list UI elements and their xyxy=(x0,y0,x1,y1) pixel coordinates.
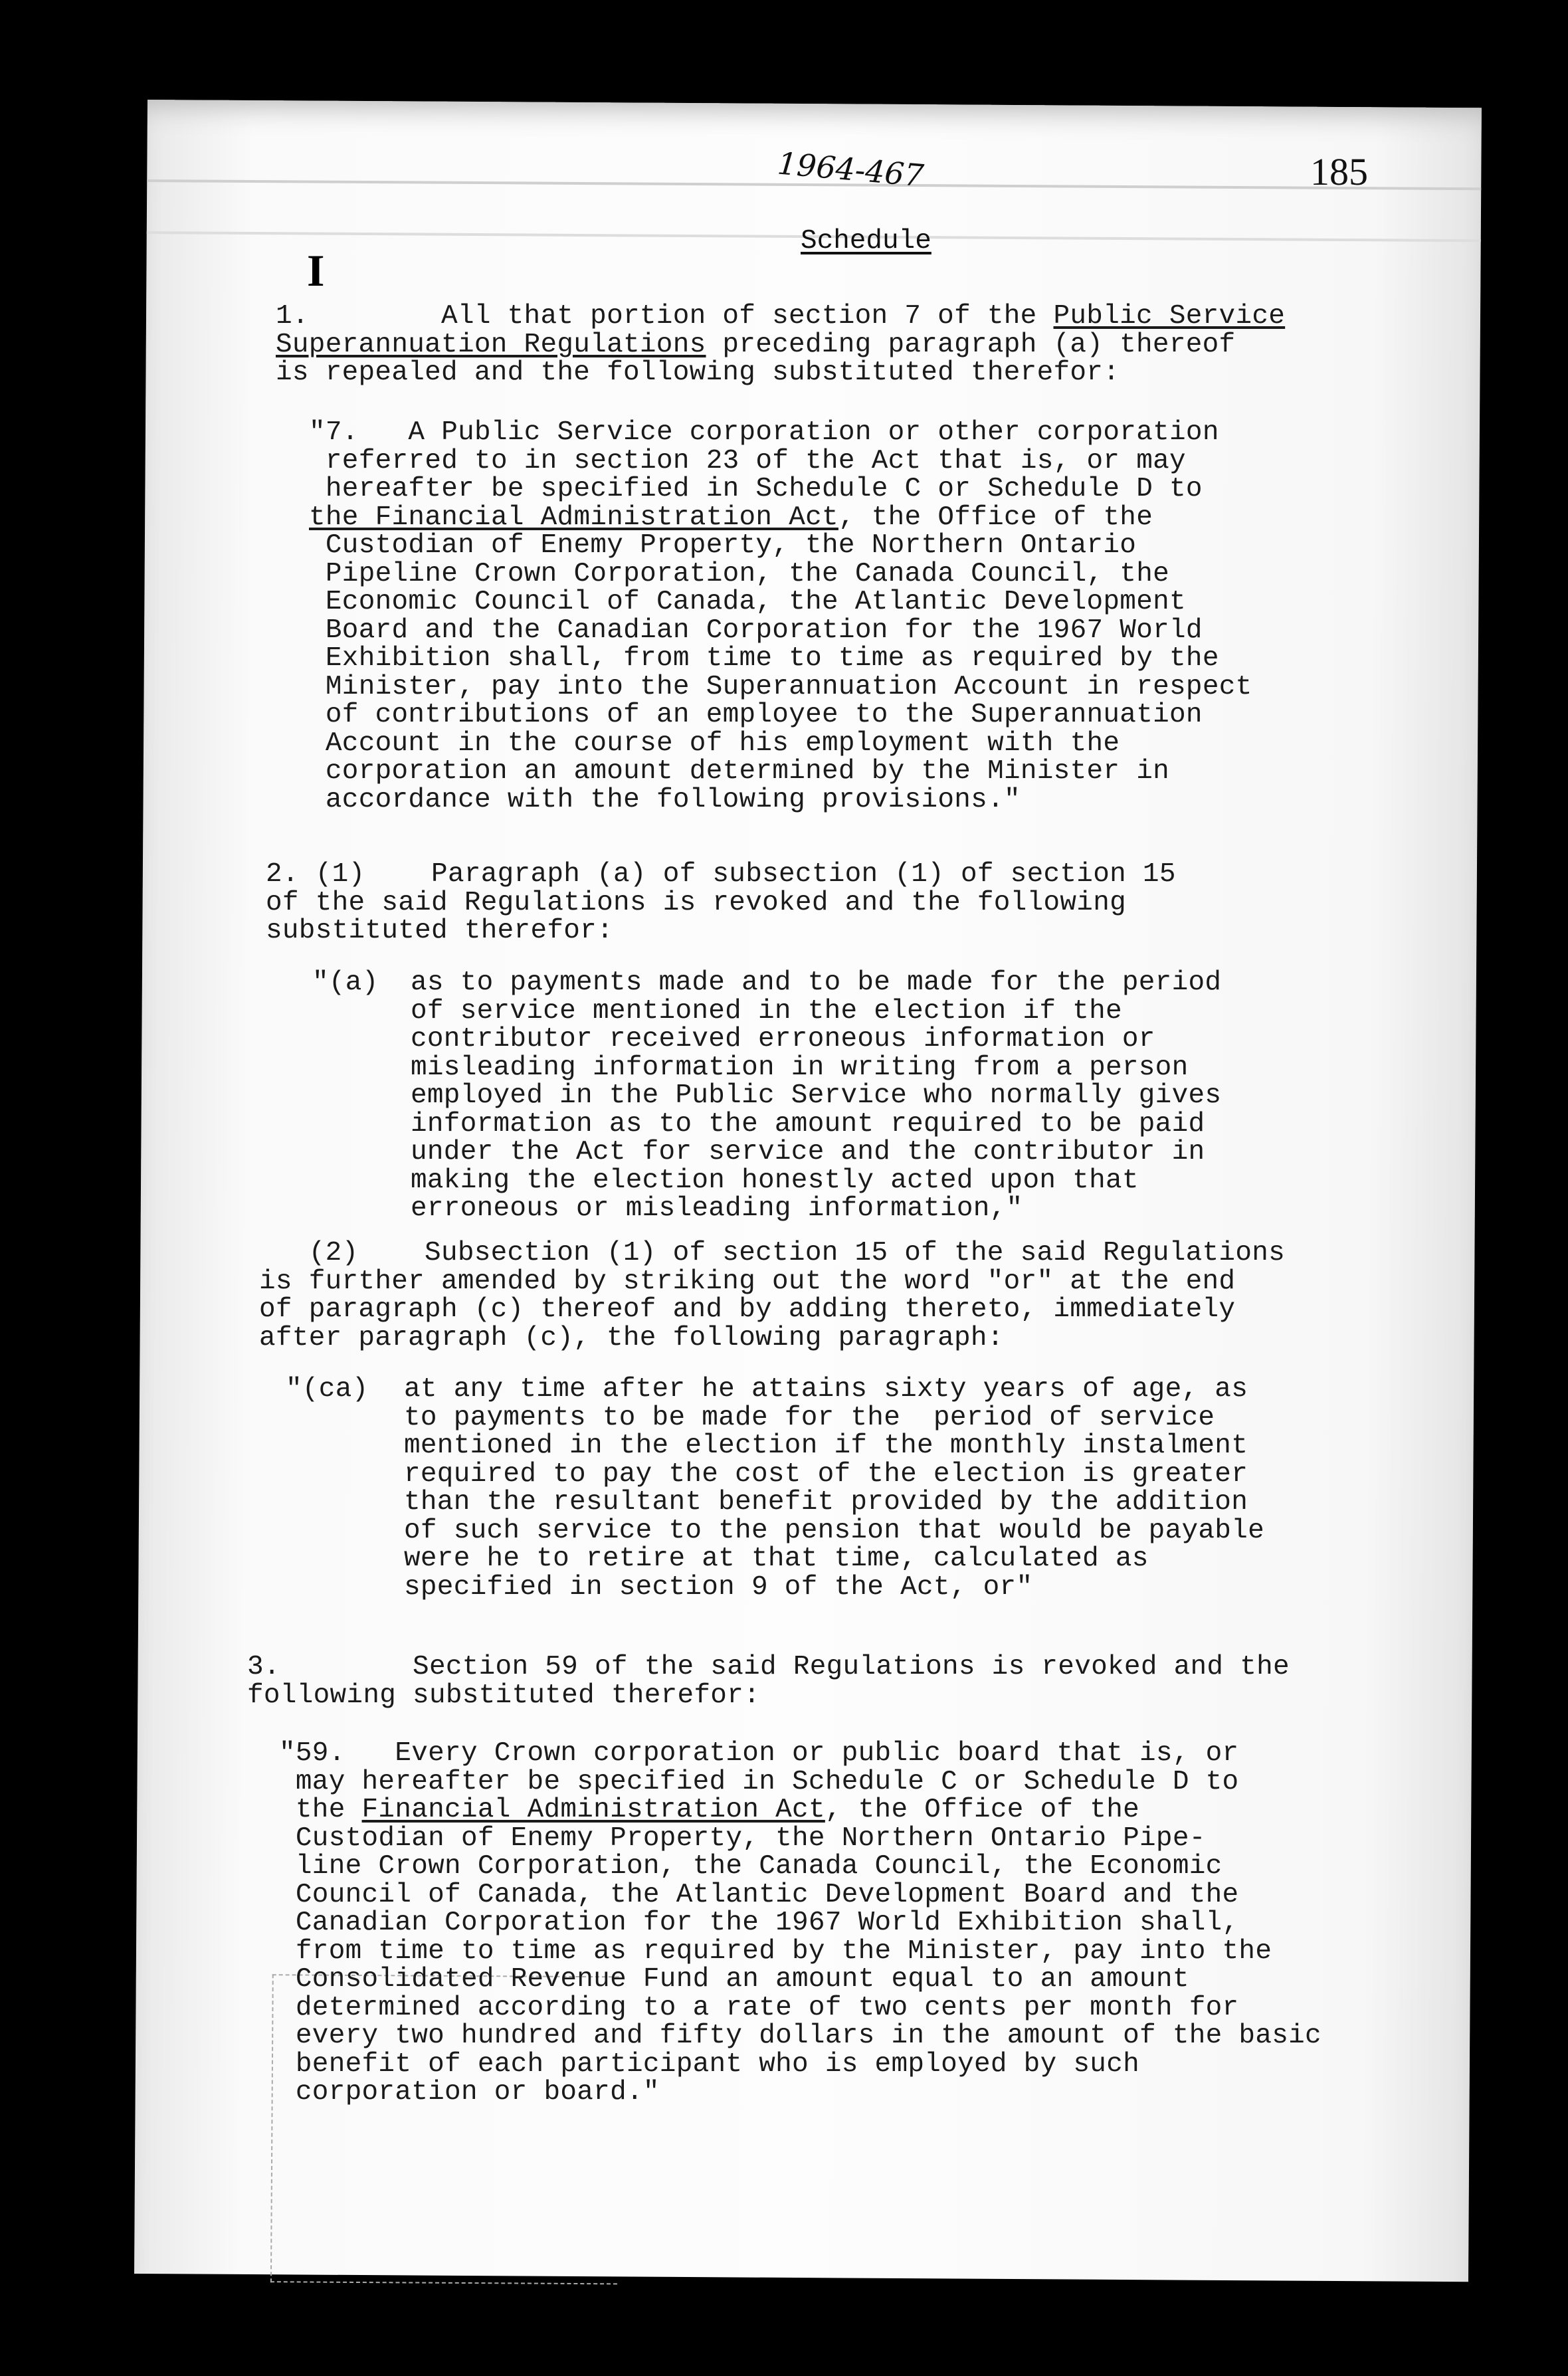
text-segment: , the Office of the xyxy=(838,502,1153,533)
text-line: following substituted therefor: xyxy=(247,1680,761,1711)
page-number: 185 xyxy=(1310,150,1368,193)
text-line: is repealed and the following substituted therefor: xyxy=(276,357,1120,388)
text-line: required to pay the cost of the election is greater xyxy=(404,1458,1248,1490)
text-line: employed in the Public Service who normally gives xyxy=(411,1080,1222,1111)
text-line: Account in the course of his employment with the xyxy=(309,728,1120,759)
text-line xyxy=(279,1796,1322,1825)
text-line: information as to the amount required to be paid xyxy=(411,1108,1205,1139)
text-segment: 1. All that portion of section 7 of the xyxy=(276,301,1054,332)
text-line: every two hundred and fifty dollars in the amount of the basic xyxy=(279,2021,1322,2051)
text-line: to payments to be made for the period of service xyxy=(404,1402,1215,1433)
text-line: is further amended by striking out the word "or" at the end xyxy=(259,1266,1236,1297)
paragraph-a xyxy=(411,969,1221,1223)
section-3 xyxy=(247,1653,1290,1710)
text-segment: the xyxy=(279,1795,362,1825)
text-line: as to payments made and to be made for the period xyxy=(411,967,1222,998)
text-line: "59. Every Crown corporation or public board that is, or xyxy=(279,1738,1239,1769)
text-line: specified in section 9 of the Act, or" xyxy=(404,1571,1033,1603)
text-line: making the election honestly acted upon that xyxy=(411,1165,1139,1196)
document-title: Schedule xyxy=(801,226,931,256)
text-line: misleading information in writing from a person xyxy=(411,1052,1189,1083)
text-line: of paragraph (c) thereof and by adding thereto, immediately xyxy=(259,1294,1236,1325)
section-2-2 xyxy=(259,1239,1285,1352)
text-line: Economic Council of Canada, the Atlantic Development xyxy=(309,587,1186,617)
text-line: determined according to a rate of two cents per month for xyxy=(279,1992,1239,2023)
text-line: after paragraph (c), the following paragraph: xyxy=(259,1322,1004,1353)
paragraph-ca xyxy=(404,1375,1264,1601)
text-line: Custodian of Enemy Property, the Northern Ontario Pipe- xyxy=(279,1823,1206,1854)
text-line: Pipeline Crown Corporation, the Canada Council, the xyxy=(309,558,1170,589)
text-line: Canadian Corporation for the 1967 World Exhibition shall, xyxy=(279,1908,1239,1938)
paragraph-ca-label: "(ca) xyxy=(286,1374,369,1405)
text-line xyxy=(309,504,1252,532)
text-line: from time to time as required by the Minister, pay into the xyxy=(279,1935,1272,1967)
text-line xyxy=(276,331,1285,359)
text-line: Minister, pay into the Superannuation Account in respect xyxy=(309,671,1252,702)
quoted-section-7 xyxy=(309,419,1252,814)
text-line: under the Act for service and the contributor in xyxy=(411,1137,1205,1167)
text-line: (2) Subsection (1) of section 15 of the said Regulations xyxy=(259,1238,1286,1268)
text-line: of contributions of an employee to the Superannuation xyxy=(309,700,1203,730)
text-line: referred to in section 23 of the Act that is, or may xyxy=(309,445,1186,476)
text-line: were he to retire at that time, calculated as xyxy=(404,1543,1149,1574)
text-line: 3. Section 59 of the said Regulations is revoked and the xyxy=(247,1652,1290,1682)
paragraph-a-label: "(a) xyxy=(312,967,379,998)
text-line: Consolidated Revenue Fund an amount equal to an amount xyxy=(279,1964,1189,1995)
text-segment: , the Office of the xyxy=(825,1795,1140,1825)
text-line: "7. A Public Service corporation or other corporation xyxy=(309,417,1219,448)
text-line: accordance with the following provisions." xyxy=(309,784,1021,815)
text-segment: preceding paragraph (a) thereof xyxy=(706,329,1236,360)
text-line: of service mentioned in the election if the xyxy=(411,995,1122,1027)
text-line: Council of Canada, the Atlantic Development Board and the xyxy=(279,1879,1239,1910)
text-line: corporation an amount determined by the Minister in xyxy=(309,756,1170,787)
text-line: Board and the Canadian Corporation for the 1967 World xyxy=(309,615,1203,646)
text-line xyxy=(276,302,1285,331)
text-line: hereafter be specified in Schedule C or Schedule D to xyxy=(309,474,1203,504)
underlined-title: Public Service xyxy=(1053,301,1286,332)
text-line: may hereafter be specified in Schedule C or Schedule D to xyxy=(279,1766,1239,1797)
text-line: substituted therefor: xyxy=(266,916,613,946)
text-line: 2. (1) Paragraph (a) of subsection (1) of section 15 xyxy=(266,859,1176,890)
text-line: mentioned in the election if the monthly instalment xyxy=(404,1431,1248,1461)
margin-mark: I xyxy=(307,245,325,296)
text-line: line Crown Corporation, the Canada Council, the Economic xyxy=(279,1851,1223,1882)
text-line: benefit of each participant who is employed by such xyxy=(279,2048,1140,2080)
text-line: of the said Regulations is revoked and the following xyxy=(266,887,1127,918)
text-line: contributor received erroneous information or xyxy=(411,1024,1155,1054)
text-line: corporation or board." xyxy=(279,2077,660,2108)
text-line: than the resultant benefit provided by the addition xyxy=(404,1487,1248,1518)
handwritten-reference: 1964-467 xyxy=(776,145,926,194)
text-line: Custodian of Enemy Property, the Northern Ontario xyxy=(309,530,1137,561)
section-2-1 xyxy=(266,860,1176,945)
text-line: of such service to the pension that would be payable xyxy=(404,1515,1265,1546)
text-line: Exhibition shall, from time to time as required by the xyxy=(309,643,1219,674)
underlined-title: the Financial Administration Act xyxy=(309,502,838,533)
text-line: erroneous or misleading information," xyxy=(411,1193,1023,1224)
section-1 xyxy=(276,302,1285,387)
quoted-section-59 xyxy=(279,1739,1322,2107)
text-line: at any time after he attains sixty years of age, as xyxy=(404,1374,1248,1405)
underlined-title: Superannuation Regulations xyxy=(276,329,706,360)
underlined-title: Financial Administration Act xyxy=(361,1795,825,1825)
